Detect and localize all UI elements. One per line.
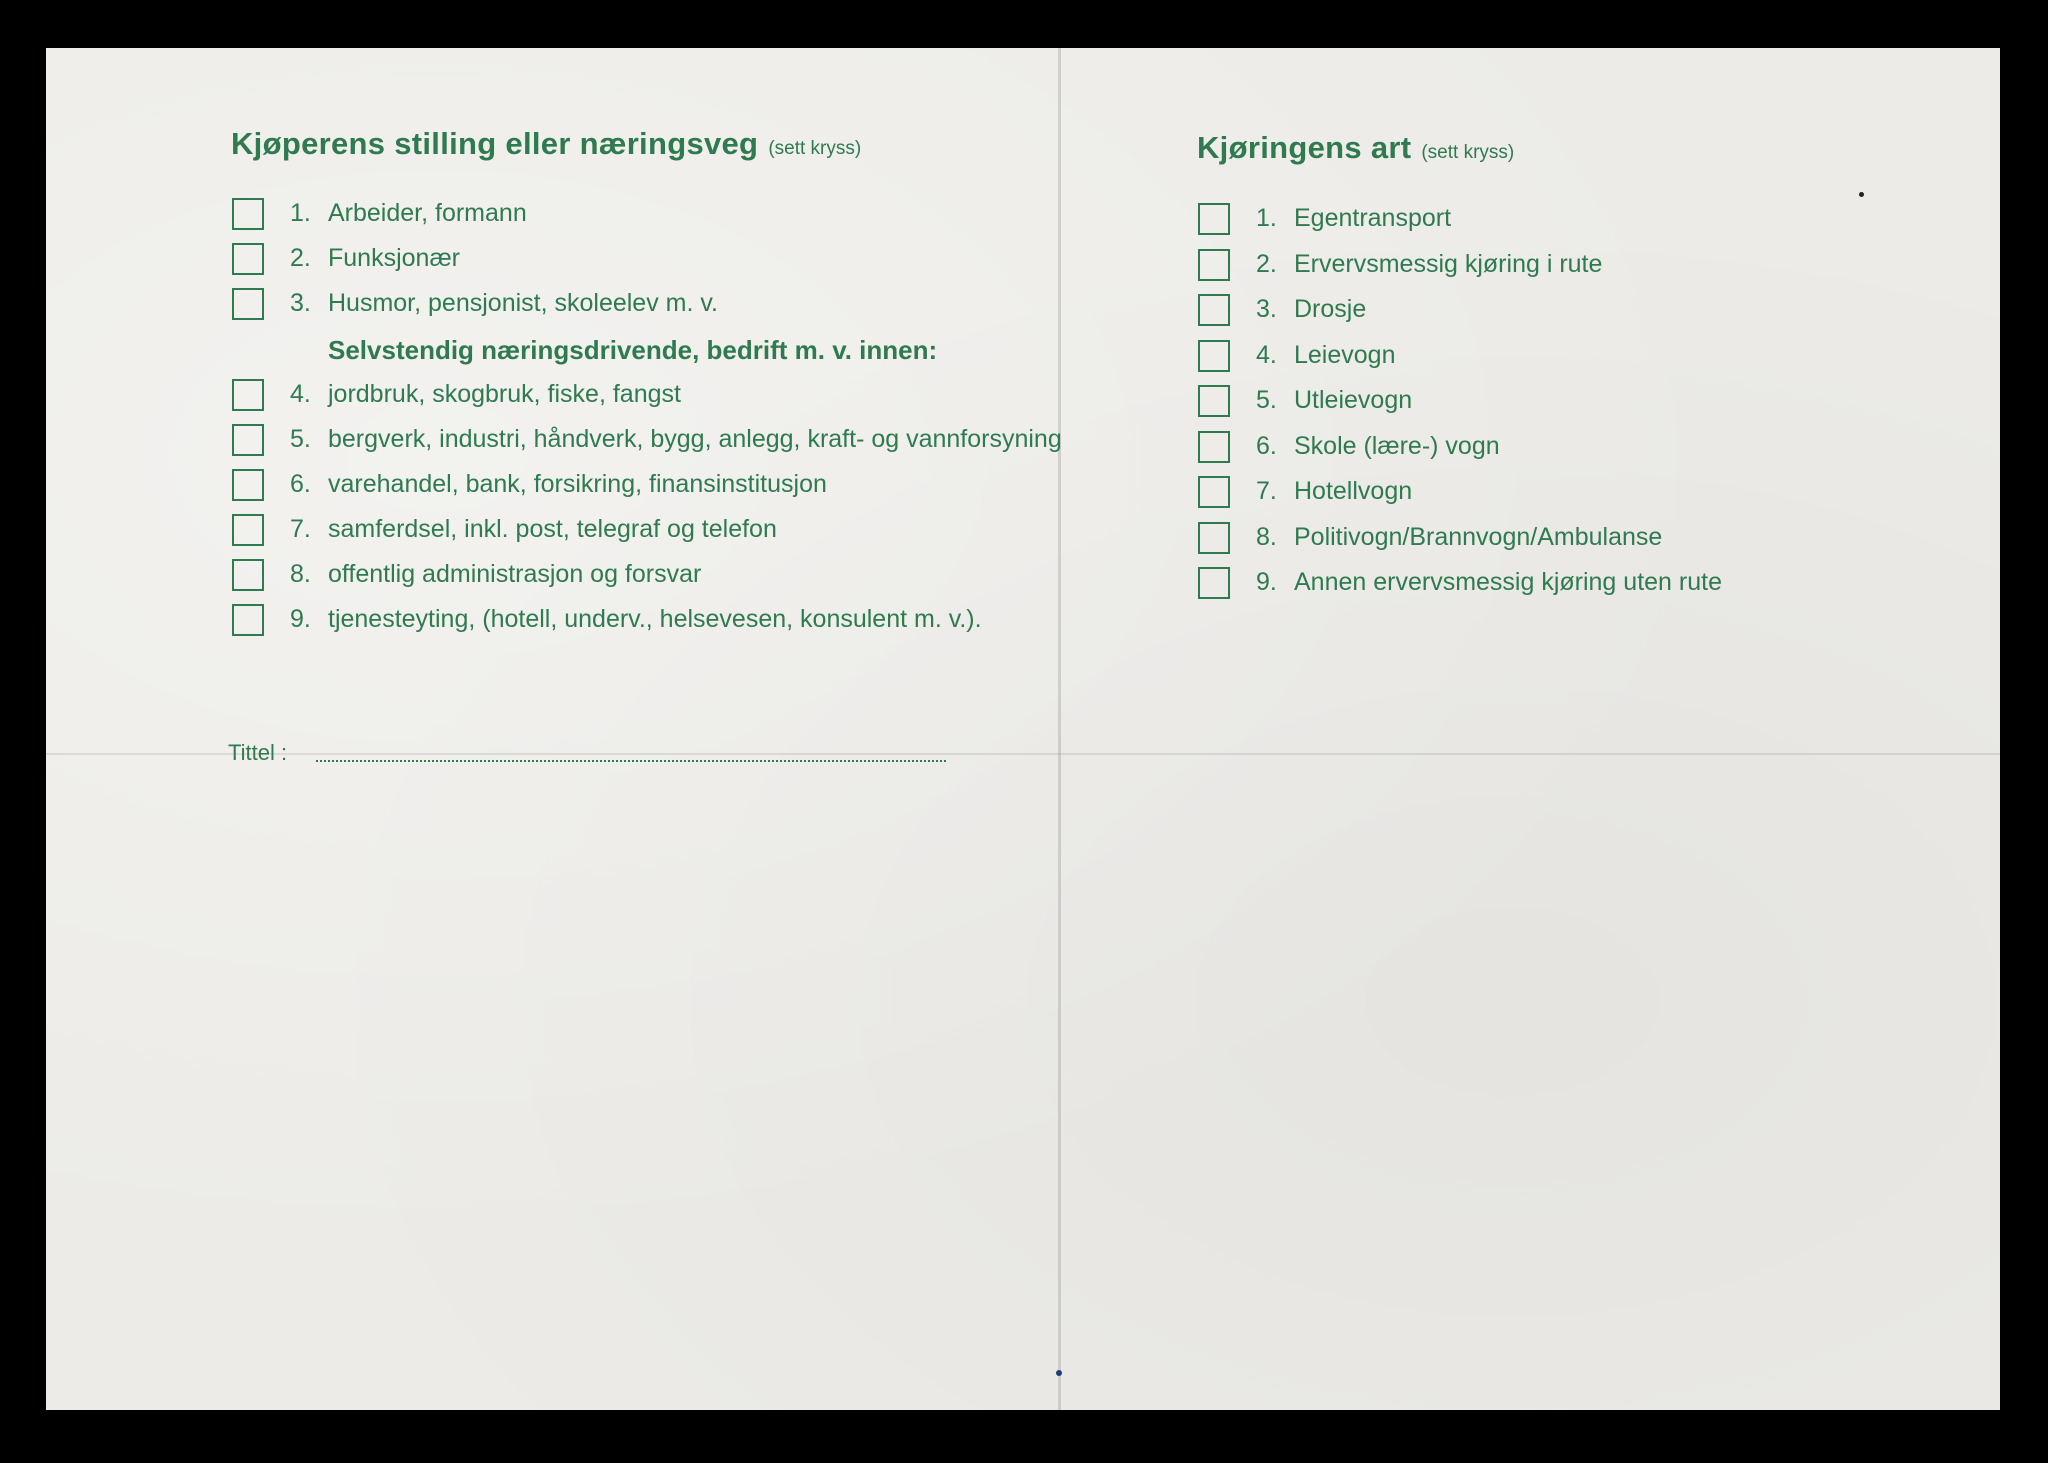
form-sheet	[46, 48, 2000, 1410]
buyer-occupation-option-label: Arbeider, formann	[328, 199, 527, 227]
buyer-occupation-heading-text: Kjøperens stilling eller næringsveg	[231, 126, 759, 161]
driving-type-checkbox-9[interactable]	[1198, 567, 1230, 599]
driving-type-option-number: 8.	[1256, 522, 1277, 551]
vertical-fold-crease	[1058, 48, 1061, 1410]
driving-type-heading	[1197, 130, 1514, 166]
buyer-sector-checkbox-5[interactable]	[232, 559, 264, 591]
driving-type-option-label: Leievogn	[1294, 340, 1396, 369]
buyer-sector-checkbox-2[interactable]	[232, 424, 264, 456]
horizontal-fold-crease	[46, 753, 2000, 755]
buyer-sector-option-label: offentlig administrasjon og forsvar	[328, 560, 702, 588]
buyer-sector-option-number: 5.	[290, 425, 311, 453]
buyer-sector-option-label: bergverk, industri, håndverk, bygg, anlegg, kraft- og vannforsyning	[328, 425, 1062, 453]
buyer-sector-option-number: 7.	[290, 515, 311, 543]
buyer-sector-checkbox-3[interactable]	[232, 469, 264, 501]
driving-type-option-number: 9.	[1256, 568, 1277, 596]
buyer-occupation-checkbox-1[interactable]	[232, 198, 264, 230]
driving-type-heading-note: (sett kryss)	[1421, 142, 1515, 163]
buyer-sector-option-label: varehandel, bank, forsikring, finansinstitusjon	[328, 470, 827, 498]
buyer-occupation-option-label: Husmor, pensjonist, skoleelev m. v.	[328, 289, 718, 317]
driving-type-option-label: Politivogn/Brannvogn/Ambulanse	[1294, 522, 1663, 551]
ink-speck	[1859, 192, 1864, 197]
driving-type-checkbox-8[interactable]	[1198, 522, 1230, 554]
driving-type-checkbox-4[interactable]	[1198, 340, 1230, 372]
driving-type-option-label: Hotellvogn	[1294, 477, 1413, 505]
driving-type-option-number: 2.	[1256, 249, 1277, 278]
self-employed-subheading: Selvstendig næringsdrivende, bedrift m. v. innen:	[328, 335, 938, 365]
driving-type-option-label: Annen ervervsmessig kjøring uten rute	[1294, 568, 1722, 596]
buyer-sector-option-number: 9.	[290, 605, 311, 633]
driving-type-option-label: Drosje	[1294, 295, 1367, 323]
driving-type-checkbox-5[interactable]	[1198, 385, 1230, 417]
driving-type-option-label: Egentransport	[1294, 204, 1452, 232]
buyer-occupation-checkbox-3[interactable]	[232, 288, 264, 320]
buyer-occupation-option-number: 1.	[290, 199, 311, 227]
ink-speck	[1056, 1370, 1062, 1376]
buyer-sector-checkbox-6[interactable]	[232, 604, 264, 636]
buyer-sector-option-label: jordbruk, skogbruk, fiske, fangst	[328, 380, 681, 408]
tittel-input-line[interactable]	[316, 760, 946, 762]
driving-type-checkbox-6[interactable]	[1198, 431, 1230, 463]
buyer-occupation-heading-note: (sett kryss)	[768, 138, 862, 159]
buyer-occupation-option-label: Funksjonær	[328, 244, 460, 272]
tittel-label: Tittel :	[228, 740, 288, 765]
driving-type-option-number: 4.	[1256, 340, 1277, 369]
driving-type-heading-text: Kjøringens art	[1197, 130, 1412, 165]
buyer-sector-option-number: 4.	[290, 380, 311, 408]
driving-type-checkbox-2[interactable]	[1198, 249, 1230, 281]
driving-type-option-number: 6.	[1256, 431, 1277, 460]
buyer-occupation-checkbox-2[interactable]	[232, 243, 264, 275]
driving-type-option-label: Skole (lære-) vogn	[1294, 431, 1500, 460]
buyer-occupation-option-number: 2.	[290, 244, 311, 272]
buyer-sector-option-number: 8.	[290, 560, 311, 588]
driving-type-option-number: 5.	[1256, 386, 1277, 414]
buyer-sector-checkbox-1[interactable]	[232, 379, 264, 411]
buyer-sector-option-number: 6.	[290, 470, 311, 498]
buyer-sector-checkbox-4[interactable]	[232, 514, 264, 546]
driving-type-option-label: Ervervsmessig kjøring i rute	[1294, 249, 1603, 278]
driving-type-option-label: Utleievogn	[1294, 386, 1413, 414]
driving-type-checkbox-3[interactable]	[1198, 294, 1230, 326]
buyer-occupation-option-number: 3.	[290, 289, 311, 317]
driving-type-checkbox-7[interactable]	[1198, 476, 1230, 508]
driving-type-option-number: 1.	[1256, 204, 1277, 232]
driving-type-checkbox-1[interactable]	[1198, 203, 1230, 235]
driving-type-option-number: 3.	[1256, 295, 1277, 323]
buyer-sector-option-label: tjenesteyting, (hotell, underv., helsevesen, konsulent m. v.).	[328, 605, 982, 633]
driving-type-option-number: 7.	[1256, 477, 1277, 505]
buyer-sector-option-label: samferdsel, inkl. post, telegraf og telefon	[328, 515, 777, 543]
buyer-occupation-heading	[231, 126, 861, 162]
